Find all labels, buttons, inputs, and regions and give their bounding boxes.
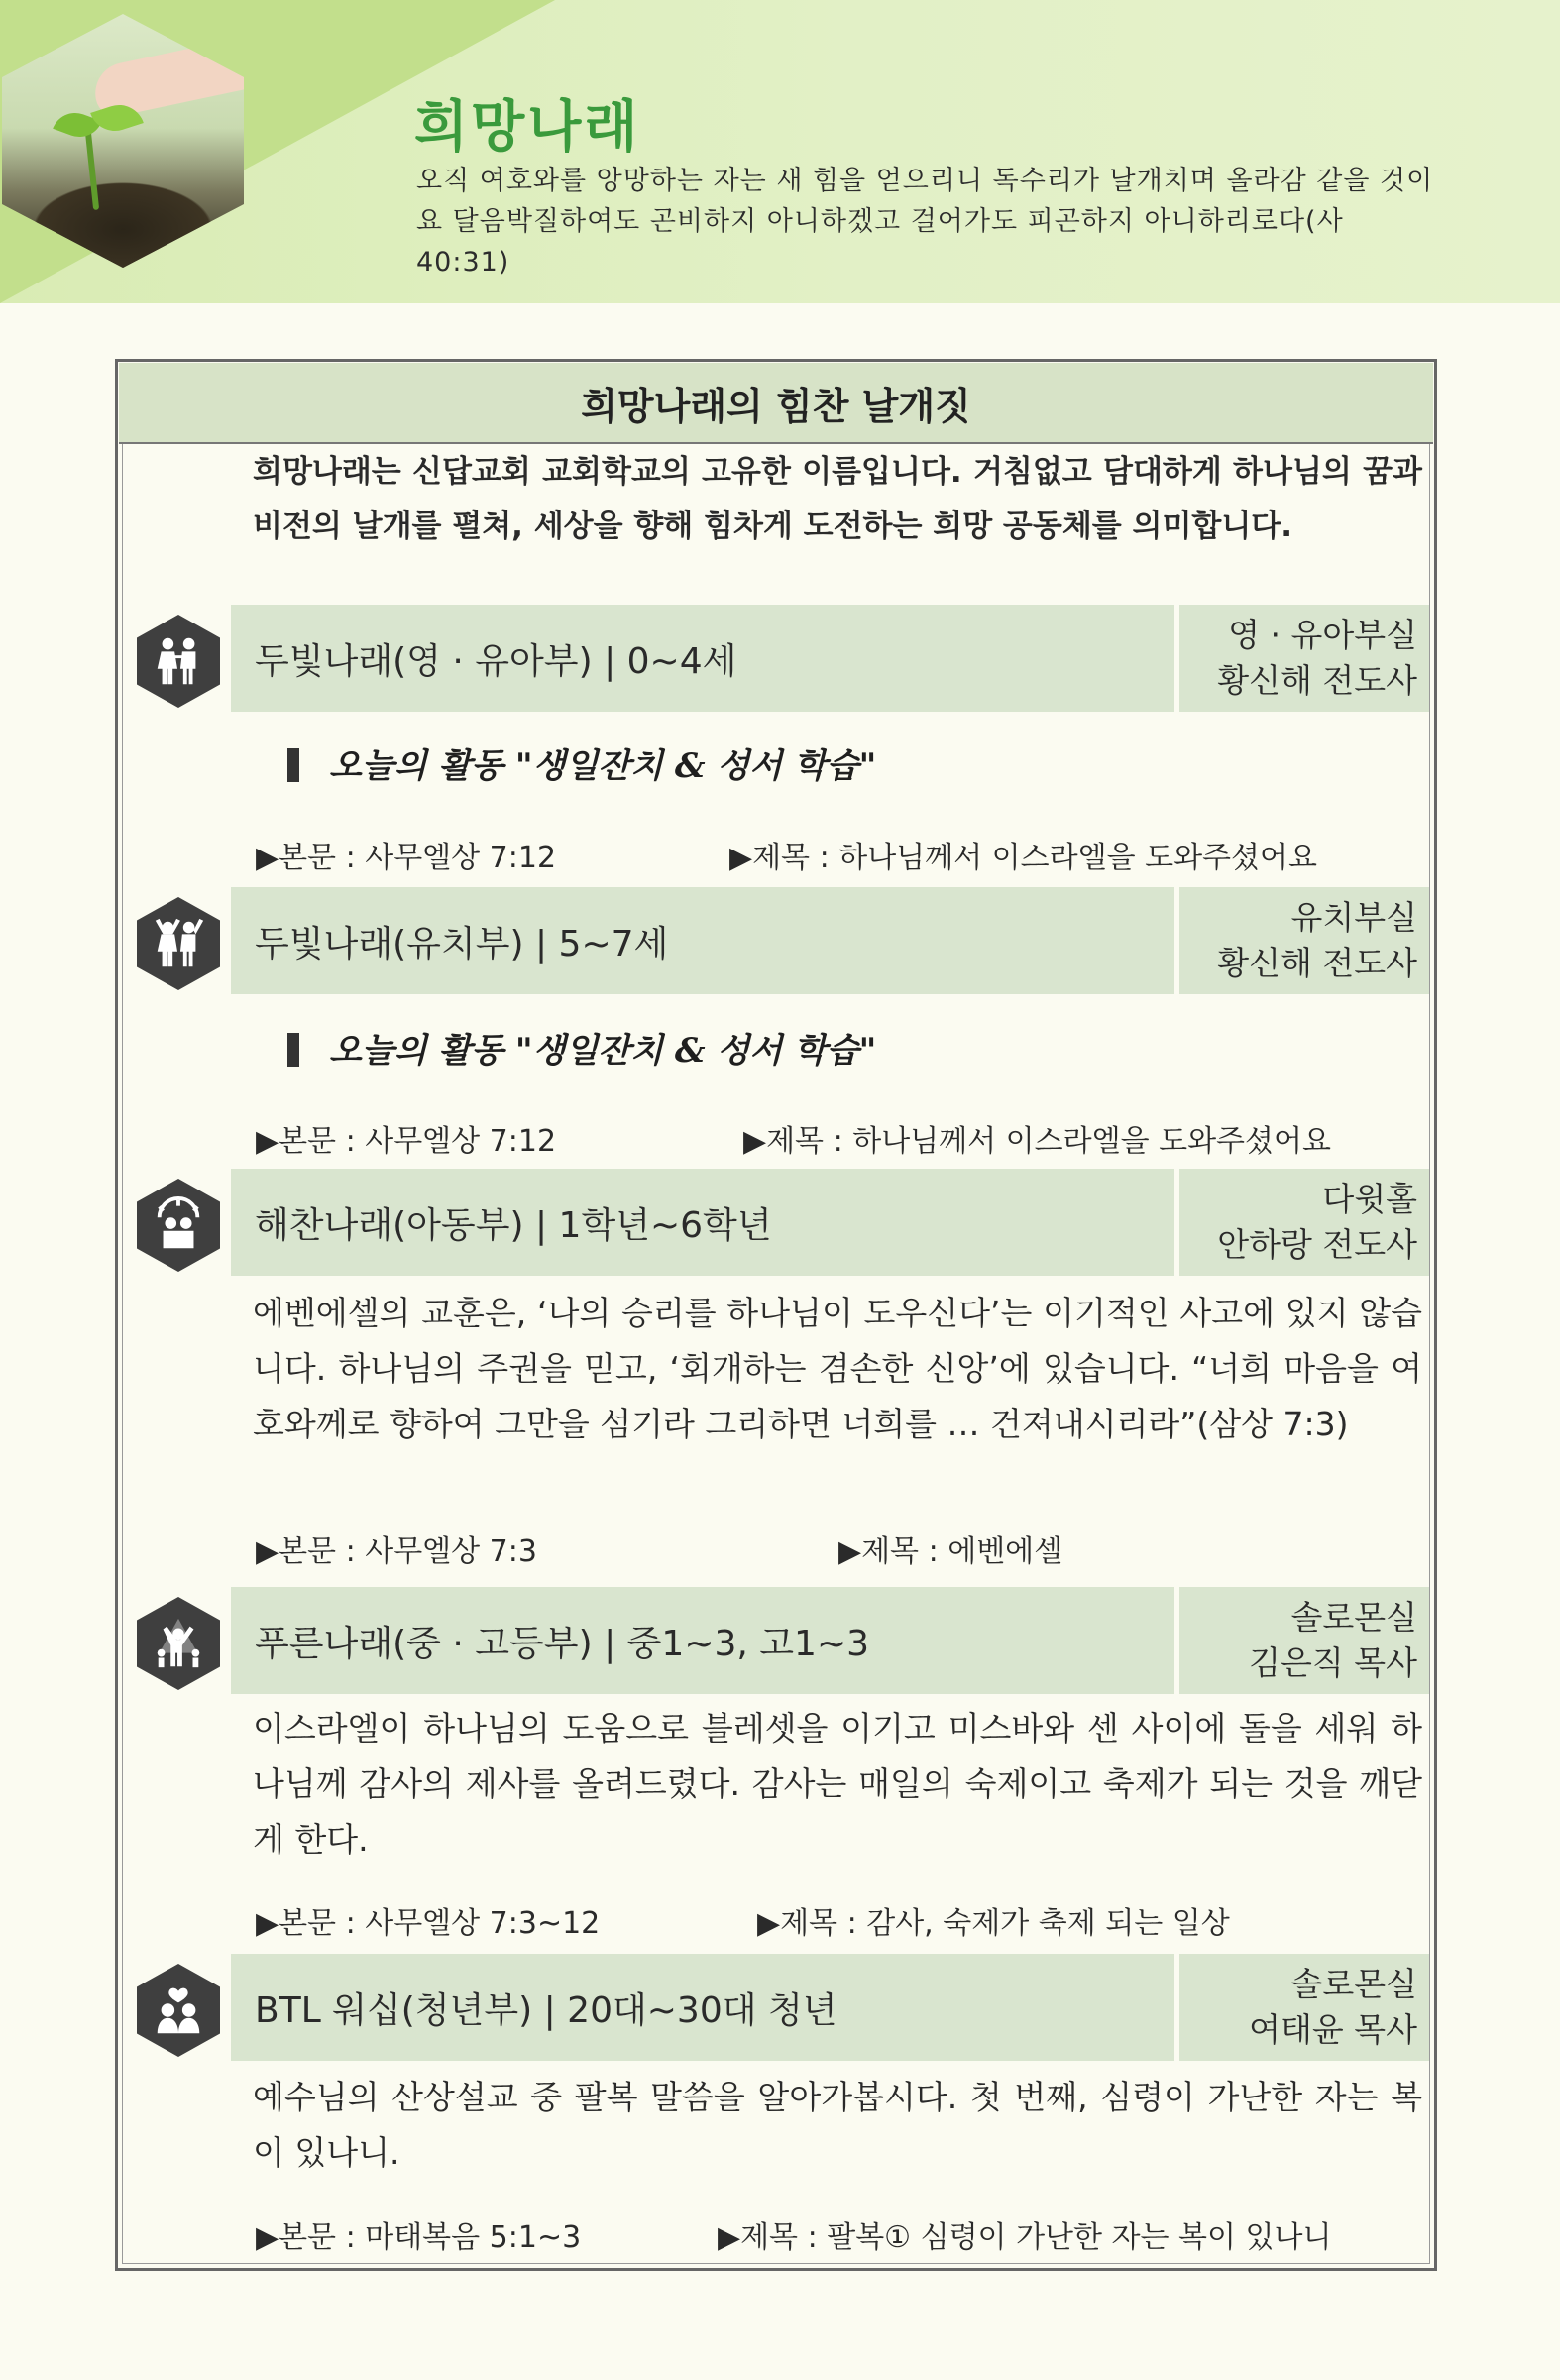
section-5-name: BTL 워십(청년부) | 20대~30대 청년 [255,1989,837,2031]
section-3-room: 다윗홀 [1322,1180,1417,1218]
section-5-bar [231,1954,1174,2061]
page-header [0,0,1560,303]
section-2-room-box [1179,887,1429,994]
section-2-room: 유치부실 [1290,898,1417,937]
section-4-ref-title: ▶제목 : 감사, 숙제가 축제 되는 일상 [757,1906,1230,1941]
section-3-room-box [1179,1169,1429,1276]
section-1-bar [231,605,1174,712]
section-3-leader: 안하랑 전도사 [1217,1225,1417,1264]
section-2-ref-passage: ▶본문 : 사무엘상 7:12 [256,1124,557,1159]
section-1-ref-passage: ▶본문 : 사무엘상 7:12 [256,841,557,875]
page-title: 희망나래 [414,95,641,160]
section-4-text: 이스라엘이 하나님의 도움으로 블레셋을 이기고 미스바와 센 사이에 돌을 세워 하나님께 감사의 제사를 올려드렸다. 감사는 매일의 숙제이고 축제가 되는 것을 깨닫게 한다. [253,1709,1422,1859]
section-2-name: 두빛나래(유치부) | 5~7세 [255,923,669,964]
section-3-bar [231,1169,1174,1276]
section-1-activity: 오늘의 활동 "생일잔치 & 성서 학습" [287,738,876,787]
section-3-ref-passage: ▶본문 : 사무엘상 7:3 [256,1534,537,1569]
section-5-text: 예수님의 산상설교 중 팔복 말씀을 알아가봅시다. 첫 번째, 심령이 가난한 자는 복이 있나니. [253,2078,1422,2172]
section-5-leader: 여태윤 목사 [1249,2010,1417,2049]
section-banner [119,363,1433,444]
section-4-room-box [1179,1587,1429,1694]
section-4-leader: 김은직 목사 [1249,1643,1417,1682]
bible-verse: 오직 여호와를 앙망하는 자는 새 힘을 얻으리니 독수리가 날개치며 올라감 같을 것이요 달음박질하여도 곤비하지 아니하겠고 걸어가도 피곤하지 아니하리로다(사 40:31) [416,166,1434,278]
section-4-bar [231,1587,1174,1694]
section-5-ref-title: ▶제목 : 팔복① 심령이 가난한 자는 복이 있나니 [718,2220,1332,2255]
section-5-room: 솔로몬실 [1290,1965,1417,2003]
section-1-room: 영 · 유아부실 [1228,616,1417,654]
section-2-activity: 오늘의 활동 "생일잔치 & 성서 학습" [287,1023,876,1072]
section-1-ref-title: ▶제목 : 하나님께서 이스라엘을 도와주셨어요 [729,841,1317,875]
banner-title: 희망나래의 힘찬 날개짓 [581,384,971,428]
section-1-leader: 황신해 전도사 [1217,661,1417,700]
section-3-text: 에벤에셀의 교훈은, ‘나의 승리를 하나님이 도우신다’는 이기적인 사고에 있지 않습니다. 하나님의 주권을 믿고, ‘회개하는 겸손한 신앙’에 있습니다. “너희 마음을 여호와께로 향하여 그만을 섬기라 그리하면 너희를 … 건져내시리라”(삼상 7:3) [253,1294,1422,1443]
section-2-leader: 황신해 전도사 [1217,944,1417,982]
section-1-room-box [1179,605,1429,712]
section-5-room-box [1179,1954,1429,2061]
section-3-name: 해찬나래(아동부) | 1학년~6학년 [255,1204,772,1246]
section-1-name: 두빛나래(영 · 유아부) | 0~4세 [255,640,737,682]
section-2-bar [231,887,1174,994]
section-2-ref-title: ▶제목 : 하나님께서 이스라엘을 도와주셨어요 [743,1124,1331,1159]
section-4-room: 솔로몬실 [1290,1598,1417,1637]
section-5-ref-passage: ▶본문 : 마태복음 5:1~3 [256,2220,582,2255]
section-3-ref-title: ▶제목 : 에벤에셀 [838,1534,1063,1569]
intro-text: 희망나래는 신답교회 교회학교의 고유한 이름입니다. 거침없고 담대하게 하나님의 꿈과 비전의 날개를 펼쳐, 세상을 향해 힘차게 도전하는 희망 공동체를 의미합니다. [253,454,1422,544]
section-4-ref-passage: ▶본문 : 사무엘상 7:3~12 [256,1906,601,1941]
section-4-name: 푸른나래(중 · 고등부) | 중1~3, 고1~3 [255,1623,870,1664]
